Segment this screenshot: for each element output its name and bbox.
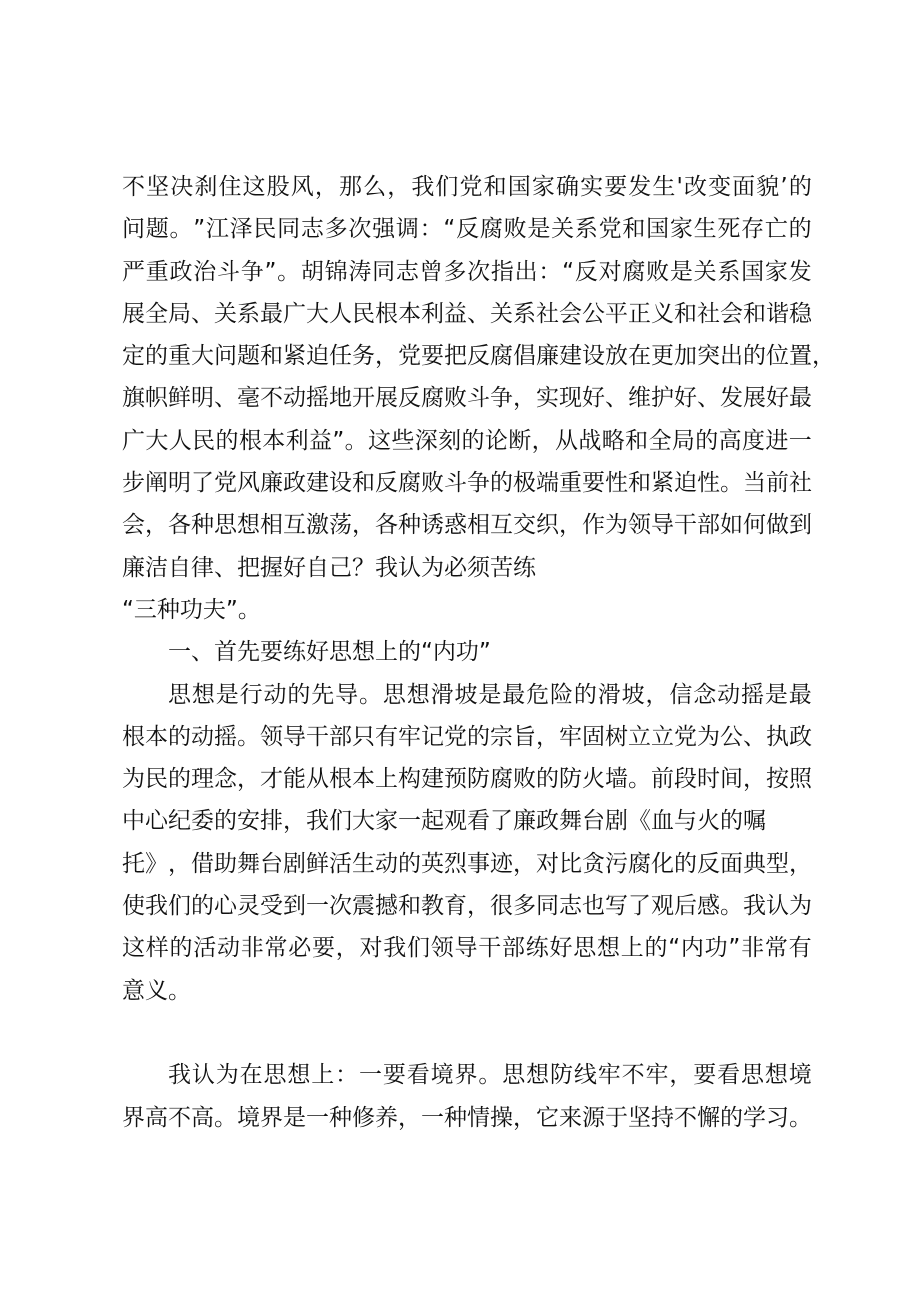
text-line: 我 认 为 在 思 想 上 ： 一 要 看 境 界 。 思 想 防 线 牢 不 牢 ， 要 看 思 想 境	[168, 1062, 812, 1089]
text-line: 思 想 是 行 动 的 先 导 。 思 想 滑 坡 是 最 危 险 的 滑 坡 ， 信 念 动 摇 是 最	[168, 681, 812, 708]
paragraph-spacer	[122, 1012, 812, 1054]
paragraph-3	[122, 1054, 812, 1139]
text-line: 界 高 不 高 。 境 界 是 一 种 修 养 ， 一 种 情 操 ， 它 来 源 于 坚 持 不 懈 的 学 习 。	[122, 1104, 812, 1131]
text-line: 中心纪委的安排，我们大家一起观看了廉政舞台剧《血与火的嘱	[122, 808, 766, 835]
text-line: “三种功夫”。	[122, 596, 261, 623]
text-line: 为 民 的 理 念 ， 才 能 从 根 本 上 构 建 预 防 腐 败 的 防 火 墙 。 前 段 时 间 ， 按 照	[122, 766, 812, 793]
document-body	[122, 166, 835, 1139]
text-line: 廉洁自律、把握好自己？我认为必须苦练	[122, 554, 536, 581]
text-line: 广 大 人 民 的 根 本 利 益 ” 。 这 些 深 刻 的 论 断 ， 从 战 略 和 全 局 的 高 度 进 一	[122, 427, 812, 454]
paragraph-2	[122, 674, 812, 1012]
paragraph-1	[122, 166, 835, 631]
text-line: 托 》 ， 借 助 舞 台 剧 鲜 活 生 动 的 英 烈 事 迹 ， 对 比 贪 污 腐 化 的 反 面 典 型 ，	[122, 850, 812, 877]
text-line: 会 ， 各 种 思 想 相 互 激 荡 ， 各 种 诱 惑 相 互 交 织 ， 作 为 领 导 干 部 如 何 做 到	[122, 512, 812, 539]
text-line: 根 本 的 动 摇 。 领 导 干 部 只 有 牢 记 党 的 宗 旨 ， 牢 固 树 立 立 党 为 公 、 执 政	[122, 723, 812, 750]
text-line: 不 坚 决 刹 住 这 股 风 ， 那 么 ， 我 们 党 和 国 家 确 实 要 发 生 ' 改 变 面 貌 ’ 的	[122, 174, 812, 200]
text-line: 旗 帜 鲜 明 、 毫 不 动 摇 地 开 展 反 腐 败 斗 争 ， 实 现 好 、 维 护 好 、 发 展 好 最	[122, 385, 812, 412]
text-line: 定 的 重 大 问 题 和 紧 迫 任 务 ， 党 要 把 反 腐 倡 廉 建 设 放 在 更 加 突 出 的 位 置 ，	[122, 343, 835, 370]
text-line: 使 我 们 的 心 灵 受 到 一 次 震 撼 和 教 育 ， 很 多 同 志 也 写 了 观 后 感 。 我 认 为	[122, 893, 812, 920]
text-line: 严 重 政 治 斗 争 ” 。 胡 锦 涛 同 志 曾 多 次 指 出 ： “ 反 对 腐 败 是 关 系 国 家 发	[122, 258, 812, 285]
text-line: 意义。	[122, 977, 191, 1004]
section-heading: 一、首先要练好思想上的“内功”	[168, 639, 491, 666]
text-line: 展 全 局 、 关 系 最 广 大 人 民 根 本 利 益 、 关 系 社 会 公 平 正 义 和 社 会 和 谐 稳	[122, 300, 812, 327]
text-line: 这 样 的 活 动 非 常 必 要 ， 对 我 们 领 导 干 部 练 好 思 想 上 的 “ 内 功 ” 非 常 有	[122, 935, 812, 962]
text-line: 步 阐 明 了 党 风 廉 政 建 设 和 反 腐 败 斗 争 的 极 端 重 要 性 和 紧 迫 性 。 当 前 社	[122, 470, 812, 497]
text-line: 问 题 。 ” 江 泽 民 同 志 多 次 强 调 ： “ 反 腐 败 是 关 系 党 和 国 家 生 死 存 亡 的	[122, 216, 812, 243]
